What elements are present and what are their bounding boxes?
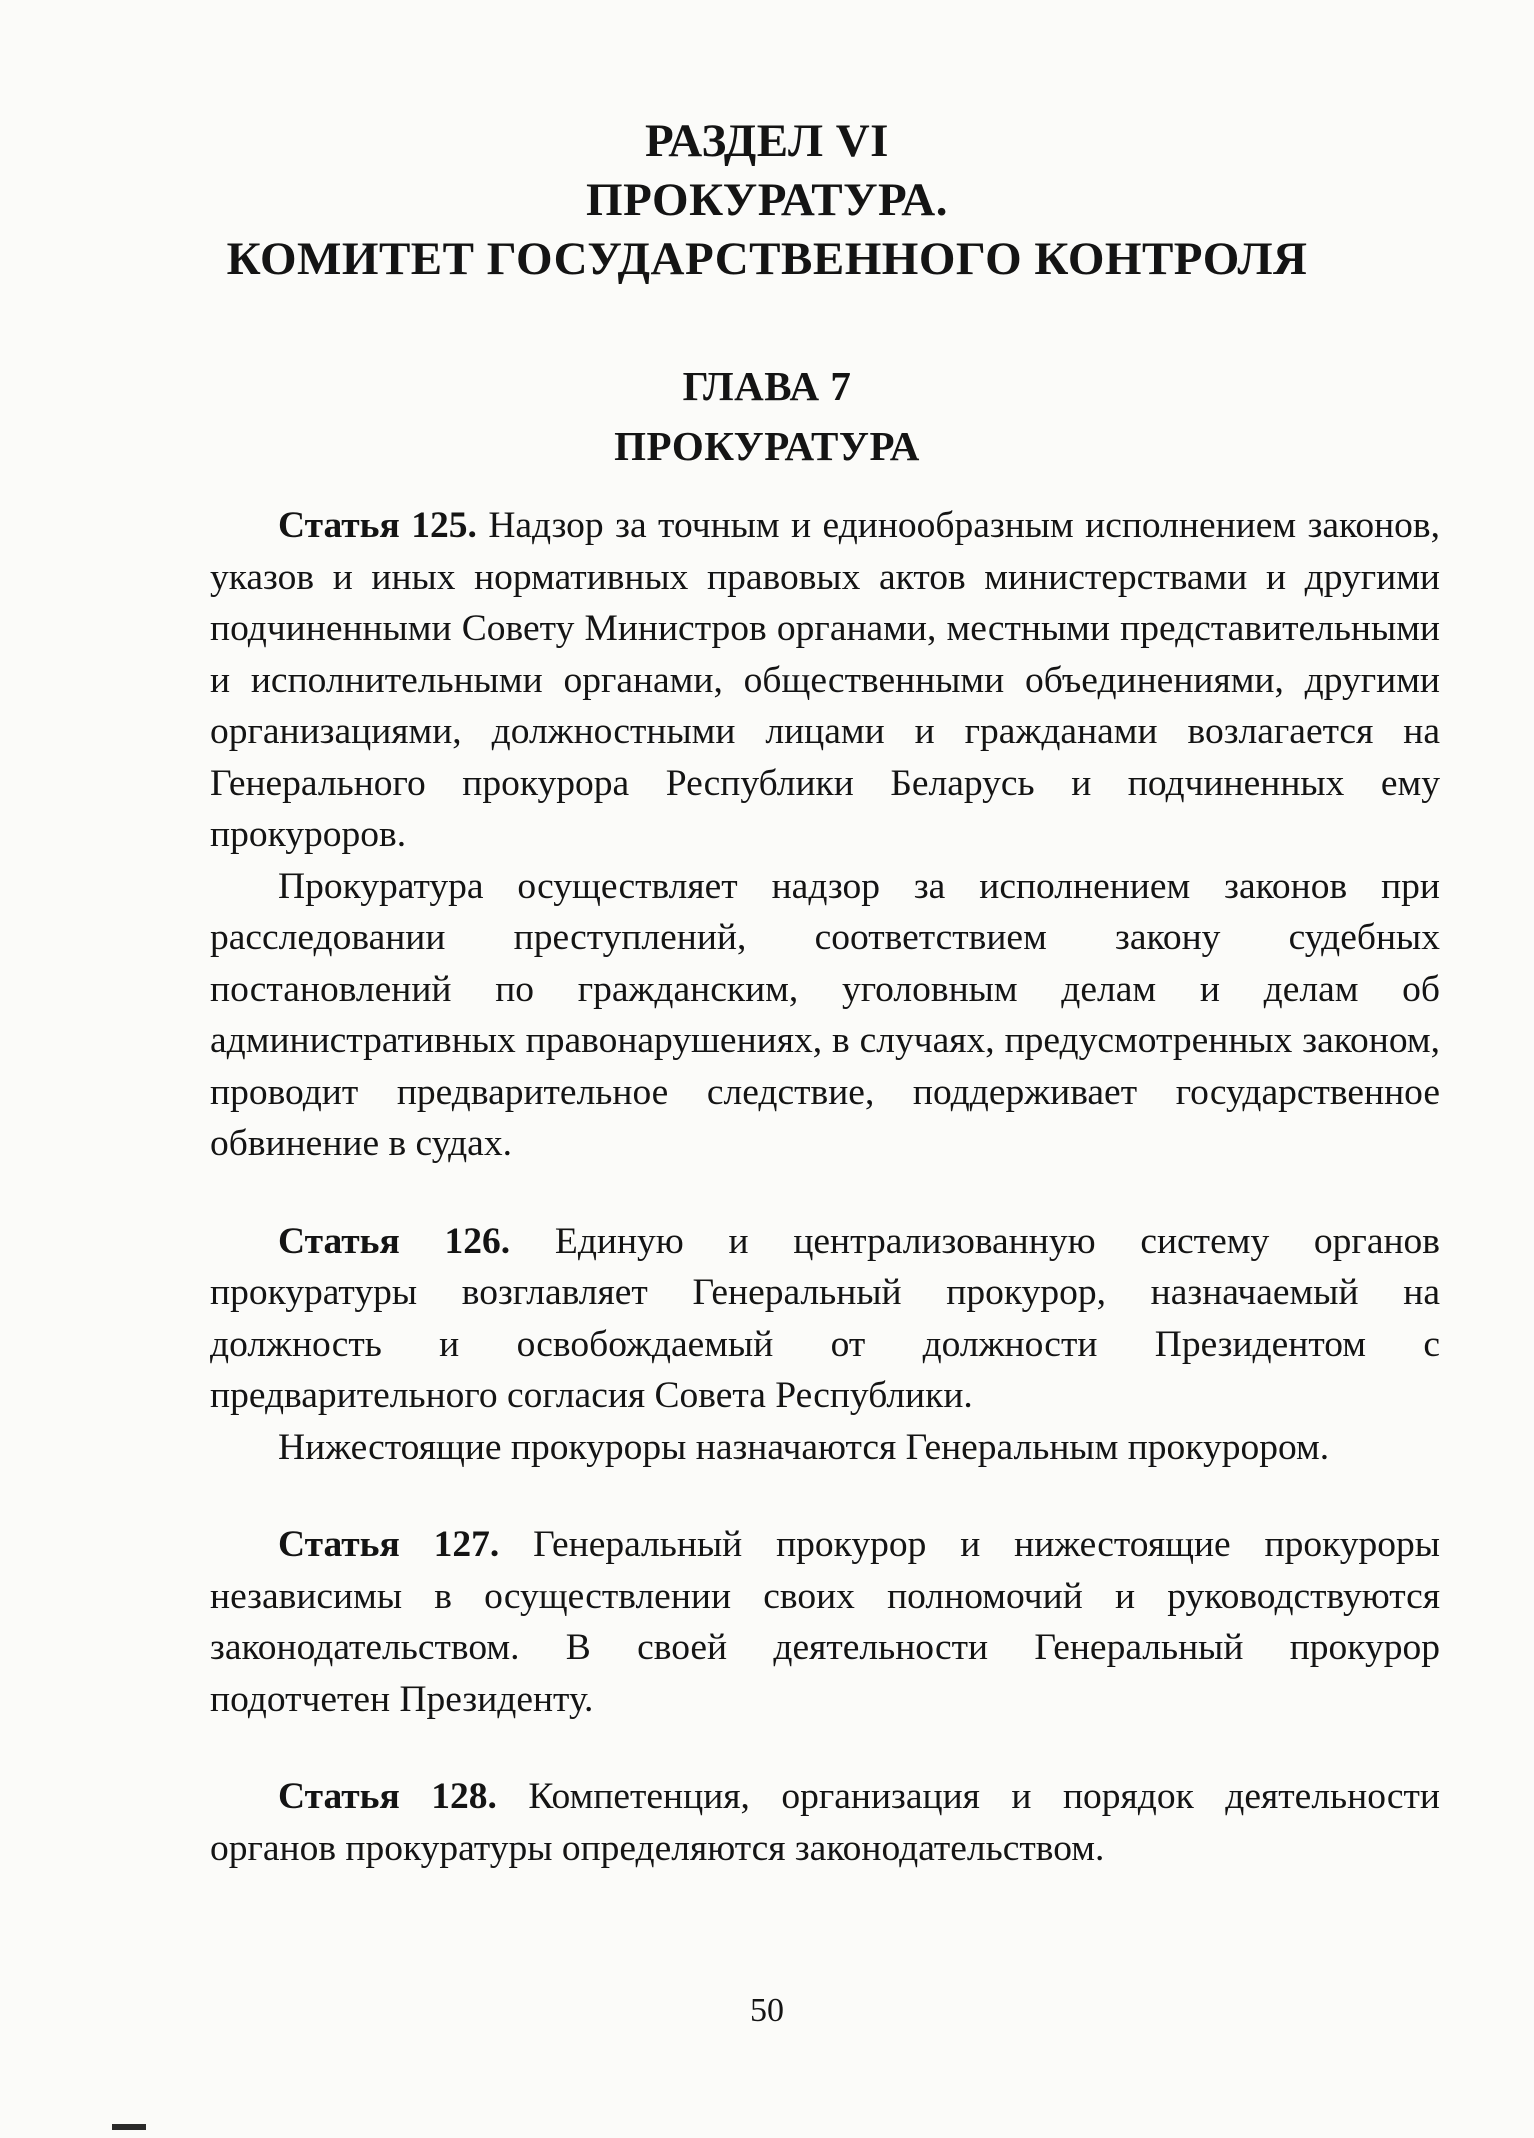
article-text: Генеральный прокурор и нижестоящие прокуроры независимы в осуществлении своих полномочий и руководствуются законодательством. В своей деятельности Генеральный прокурор подотчетен Президенту.: [210, 1524, 1440, 1720]
article-paragraph: [210, 1519, 1440, 1725]
articles-body: [210, 500, 1440, 1920]
article-paragraph: [210, 1771, 1440, 1874]
article-128: [210, 1771, 1440, 1874]
article-text: Компетенция, организация и порядок деятельности органов прокуратуры определяются законодательством.: [210, 1776, 1440, 1869]
article-label: Статья 125.: [278, 505, 477, 546]
article-label: Статья 126.: [278, 1220, 511, 1262]
scan-edge-mark: [112, 2124, 146, 2130]
page-number: 50: [750, 1992, 784, 2029]
article-text: Единую и централизованную систему органов прокуратуры возглавляет Генеральный прокурор, назначаемый на должность и освобождаемый от должности Президентом с предварительного согласия Совета Республики.: [210, 1220, 1440, 1416]
article-paragraph: Нижестоящие прокуроры назначаются Генеральным прокурором.: [278, 1426, 1330, 1468]
section-title-line-2: КОМИТЕТ ГОСУДАРСТВЕННОГО КОНТРОЛЯ: [226, 233, 1308, 285]
article-125: [210, 500, 1440, 1170]
section-heading: [0, 112, 1534, 289]
section-number: РАЗДЕЛ VI: [645, 115, 889, 167]
chapter-number: ГЛАВА 7: [682, 363, 852, 409]
article-label: Статья 127.: [278, 1524, 500, 1565]
section-title-line-1: ПРОКУРАТУРА.: [586, 174, 948, 226]
article-126: [210, 1216, 1440, 1474]
article-127: [210, 1519, 1440, 1725]
article-paragraph: [210, 1216, 1440, 1422]
article-label: Статья 128.: [278, 1776, 497, 1817]
chapter-title: ПРОКУРАТУРА: [614, 423, 920, 469]
article-paragraph: Прокуратура осуществляет надзор за исполнением законов при расследовании преступлений, соответствием закону судебных постановлений по гражданским, уголовным делам и делам об административных правонарушениях, в случаях, предусмотренных законом, проводит предварительное следствие, поддерживает государственное обвинение в судах.: [210, 865, 1440, 1164]
article-paragraph: [210, 500, 1440, 861]
article-text: Надзор за точным и единообразным исполнением законов, указов и иных нормативных правовых актов министерствами и другими подчиненными Совету Министров органами, местными представительными и исполнительными органами, общественными объединениями, другими организациями, должностными лицами и гражданами возлагается на Генерального прокурора Республики Беларусь и подчиненных ему прокуроров.: [210, 505, 1440, 855]
chapter-heading: [0, 356, 1534, 476]
